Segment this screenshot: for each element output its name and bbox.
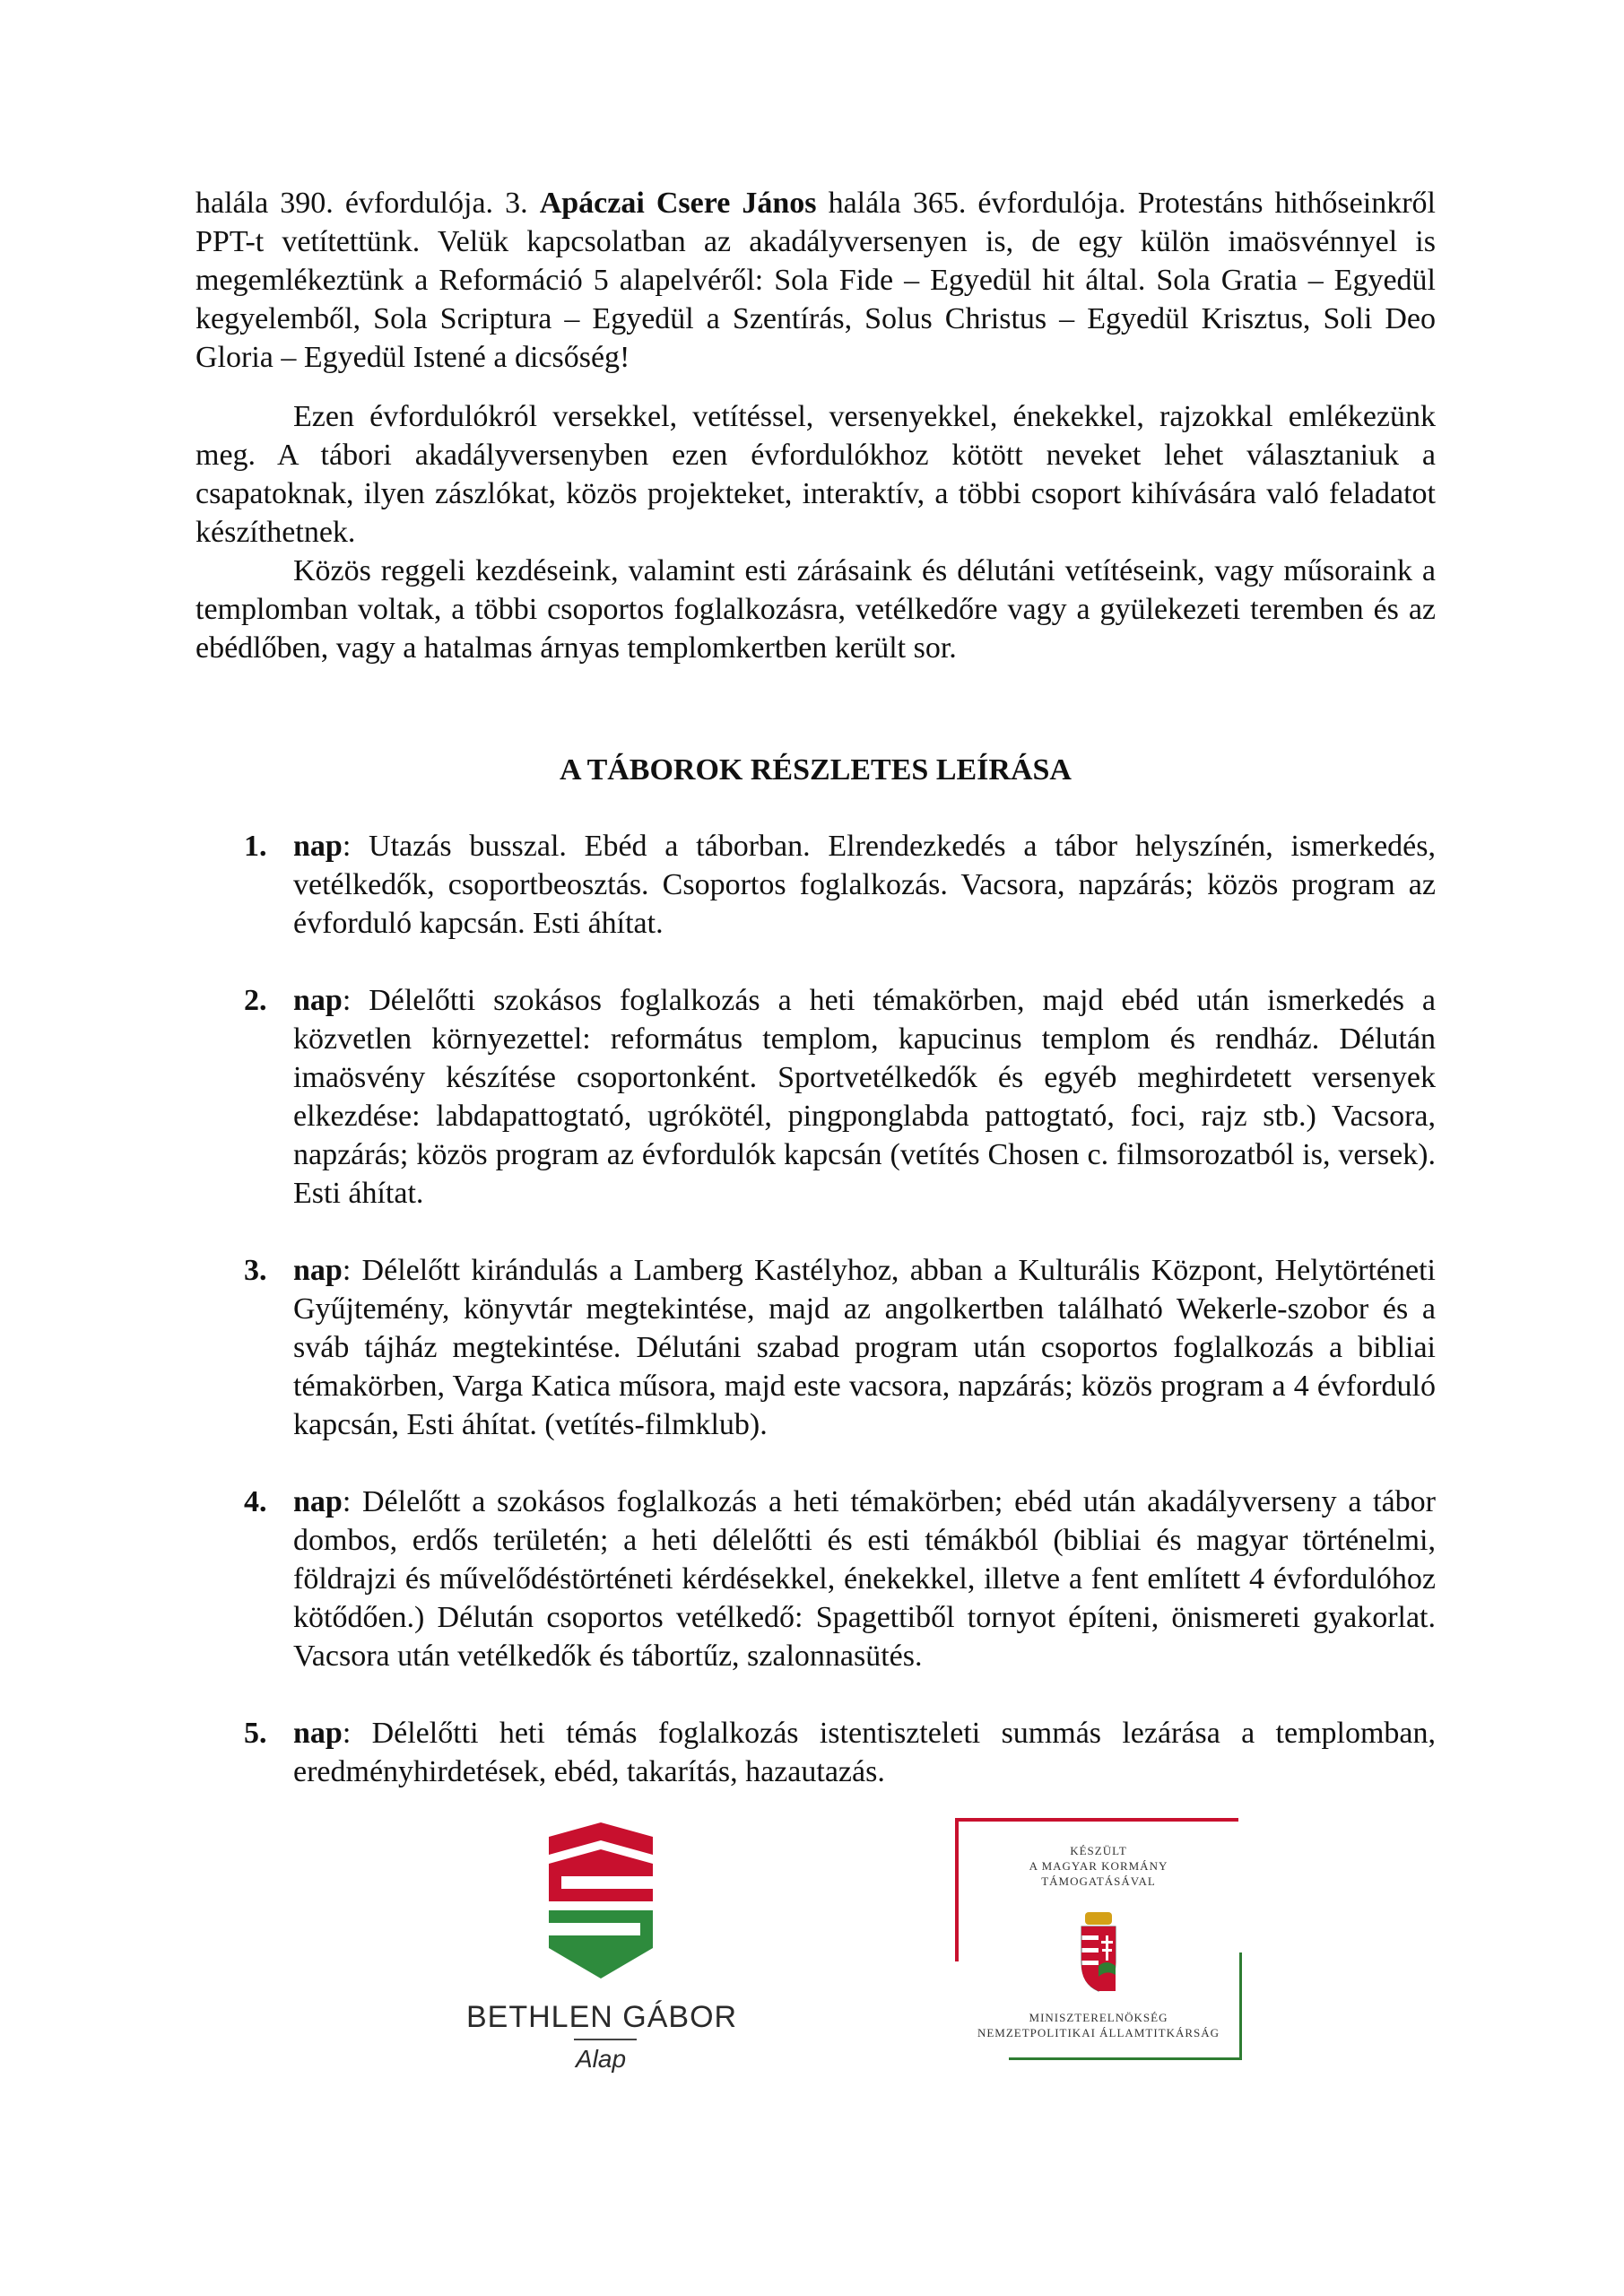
day-text: : Délelőtti szokásos foglalkozás a heti témakörben, majd ebéd után ismerkedés a közvetlen környezettel: református templom, kapucinus templom és rendház. Délután imaösvény készítése csoportonként. Sportvetélkedők és egyéb meghirdetett versenyek elkezdése: labdapattogtató, ugrókötél, pingponglabda pattogtató, foci, rajz stb.) Vacsora, napzárás; közös program az évfordulók kapcsán (vetítés Chosen c. filmsorozatból is, versek). Esti áhítat. xyxy=(293,984,1436,1210)
day-label: nap xyxy=(293,1485,343,1518)
day-number: 5. xyxy=(244,1717,267,1750)
gov-logo-top-text xyxy=(955,1843,1242,1889)
gov-logo-line: KÉSZÜLT xyxy=(1070,1844,1127,1857)
gov-logo-red-rule xyxy=(955,1818,1238,1822)
government-support-logo xyxy=(955,1818,1242,2060)
day-number: 1. xyxy=(244,830,267,863)
day-text: : Délelőtt a szokásos foglalkozás a heti témakörben; ebéd után akadályverseny a tábor dombos, erdős területén; a heti délelőtti és esti témákból (bibliai és magyar történelmi, földrajzi és művelődéstörténeti kérdésekkel, énekekkel, illetve a fent említett 4 évfordulóhoz kötődően.) Délután csoportos vetélkedő: Spagettiből tornyot építeni, önismereti gyakorlat. Vacsora után vetélkedők és tábortűz, szalonnasütés. xyxy=(293,1485,1436,1673)
bethlen-logo-divider xyxy=(574,2039,637,2040)
day-number: 4. xyxy=(244,1485,267,1518)
intro-paragraph xyxy=(195,184,1436,377)
gov-logo-line: MINISZTERELNÖKSÉG xyxy=(1029,2011,1168,2024)
day-number: 2. xyxy=(244,984,267,1017)
gov-logo-red-side xyxy=(955,1818,959,1961)
bethlen-shield-icon xyxy=(540,1821,662,1982)
intro-text-rest: halála 365. évfordulója. Protestáns hithőseinkről PPT-t vetítettünk. Velük kapcsolatban az akadályversenyen is, de egy külön imaösvénnyel is megemlékeztünk a Reformáció 5 alapelvéről: Sola Fide – Egyedül hit által. Sola Gratia – Egyedül kegyelemből, Sola Scriptura – Egyedül a Szentírás, Solus Christus – Egyedül Krisztus, Soli Deo Gloria – Egyedül Istené a dicsőség! xyxy=(195,187,1436,374)
day-list xyxy=(195,827,1436,1791)
gov-logo-bottom-text xyxy=(955,2010,1242,2040)
gov-logo-line: NEMZETPOLITIKAI ÁLLAMTITKÁRSÁG xyxy=(977,2026,1220,2039)
intro-bold-name: Apáczai Csere János xyxy=(539,187,817,220)
day-item xyxy=(195,1714,1436,1791)
day-text: : Utazás busszal. Ebéd a táborban. Elrendezkedés a tábor helyszínén, ismerkedés, vetélkedők, csoportbeosztás. Csoportos foglalkozás. Vacsora, napzárás; közös program az évforduló kapcsán. Esti áhítat. xyxy=(293,830,1436,940)
day-number: 3. xyxy=(244,1254,267,1287)
bethlen-logo-sub: Alap xyxy=(575,2045,627,2073)
anniversary-paragraph: Ezen évfordulókról versekkel, vetítéssel, versenyekkel, énekekkel, rajzokkal emlékezünk meg. A tábori akadályversenyben ezen évfordulókhoz kötött neveket lehet választaniuk a csapatoknak, ilyen zászlókat, közös projekteket, interaktív, a többi csoport kihívására való feladatot készíthetnek. xyxy=(195,400,1436,549)
gov-logo-line: A MAGYAR KORMÁNY xyxy=(1029,1859,1168,1873)
day-label: nap xyxy=(293,1254,343,1287)
intro-text-start: halála 390. évfordulója. 3. xyxy=(195,187,540,220)
document-body xyxy=(195,184,1436,1830)
day-item xyxy=(195,827,1436,943)
gov-logo-green-side xyxy=(1239,1952,1242,2060)
bethlen-gabor-logo xyxy=(466,1821,738,2090)
day-text: : Délelőtti heti témás foglalkozás istentiszteleti summás lezárása a templomban, eredményhirdetések, ebéd, takarítás, hazautazás. xyxy=(293,1717,1436,1788)
gov-logo-line: TÁMOGATÁSÁVAL xyxy=(1041,1874,1156,1888)
day-label: nap xyxy=(293,830,343,863)
hungarian-coat-of-arms-icon xyxy=(1078,1912,1119,1993)
bethlen-logo-name: BETHLEN GÁBOR xyxy=(466,2000,738,2034)
section-heading: A TÁBOROK RÉSZLETES LEÍRÁSA xyxy=(560,753,1072,787)
gov-logo-green-rule xyxy=(1009,2057,1242,2060)
day-item xyxy=(195,1251,1436,1444)
day-item xyxy=(195,981,1436,1213)
day-text: : Délelőtt kirándulás a Lamberg Kastélyhoz, abban a Kulturális Központ, Helytörténeti Gyűjtemény, könyvtár megtekintése, majd az angolkertben található Wekerle-szobor és a sváb tájház megtekintése. Délutáni szabad program után csoportos foglalkozás a bibliai témakörben, Varga Katica műsora, majd este vacsora, napzárás; közös program a 4 évforduló kapcsán, Esti áhítat. (vetítés-filmklub). xyxy=(293,1254,1436,1441)
day-label: nap xyxy=(293,1717,343,1750)
venues-paragraph: Közös reggeli kezdéseink, valamint esti zárásaink és délutáni vetítéseink, vagy műsoraink a templomban voltak, a többi csoportos foglalkozásra, vetélkedőre vagy a gyülekezeti teremben és az ebédlőben, vagy a hatalmas árnyas templomkertben került sor. xyxy=(195,554,1436,665)
day-label: nap xyxy=(293,984,343,1017)
day-item xyxy=(195,1483,1436,1675)
